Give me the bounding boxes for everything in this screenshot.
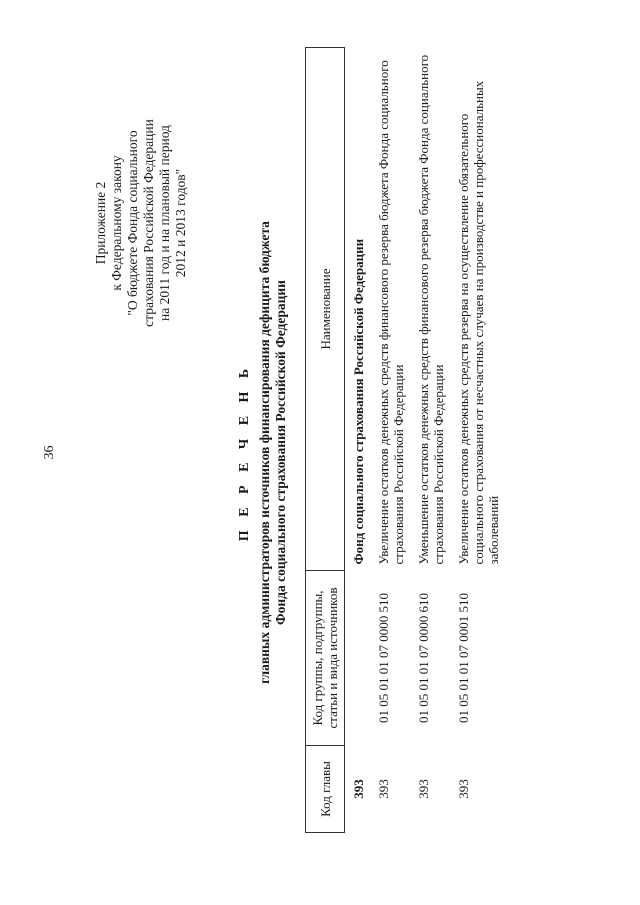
cell-group-code <box>345 571 369 746</box>
document-subtitle: Фонда социального страхования Российской Федерации <box>273 280 288 625</box>
page-number: 36 <box>42 445 57 460</box>
header-code: Код главы <box>306 746 345 833</box>
cell-name: Увеличение остатков денежных средств резерва на осуществление обязательного социального страхования от несчастных случаев на производстве и профессиональных заболеваний <box>456 80 501 565</box>
administrators-table <box>305 47 503 833</box>
header-group-code: Код группы, подгруппы, статьи и вида источников <box>306 571 345 746</box>
appendix-header <box>93 73 189 373</box>
cell-name: Фонд социального страхования Российской Федерации <box>351 238 366 565</box>
cell-group-code: 01 05 01 01 07 0001 510 <box>456 593 471 723</box>
cell-group-code: 01 05 01 01 07 0000 510 <box>376 593 391 723</box>
appendix-line: "О бюджете Фонда социального <box>125 130 140 316</box>
cell-name: Уменьшение остатков денежных средств финансового резерва бюджета Фонда социального страхования Российской Федерации <box>416 54 446 565</box>
cell-name: Увеличение остатков денежных средств финансового резерва бюджета Фонда социального страхования Российской Федерации <box>376 60 406 565</box>
table-row <box>368 48 408 833</box>
cell-code: 393 <box>376 779 391 799</box>
table-row <box>345 48 369 833</box>
cell-code: 393 <box>416 779 431 799</box>
cell-code: 393 <box>456 779 471 799</box>
header-name: Наименование <box>306 48 345 571</box>
document-subtitle: главных администраторов источников финансирования дефицита бюджета <box>257 221 272 684</box>
appendix-line: на 2011 год и на плановый период <box>157 125 172 321</box>
table-row <box>408 48 448 833</box>
document-title: П Е Р Е Ч Е Н Ь <box>237 363 252 542</box>
appendix-line: к Федеральному закону <box>109 155 124 291</box>
appendix-line: 2012 и 2013 годов" <box>173 168 188 278</box>
appendix-line: страхования Российской Федерации <box>141 119 156 327</box>
cell-group-code: 01 05 01 01 07 0000 610 <box>416 593 431 723</box>
appendix-line: Приложение 2 <box>93 181 108 265</box>
cell-code: 393 <box>351 779 366 799</box>
table-row <box>448 48 503 833</box>
table-header-row <box>306 48 345 833</box>
